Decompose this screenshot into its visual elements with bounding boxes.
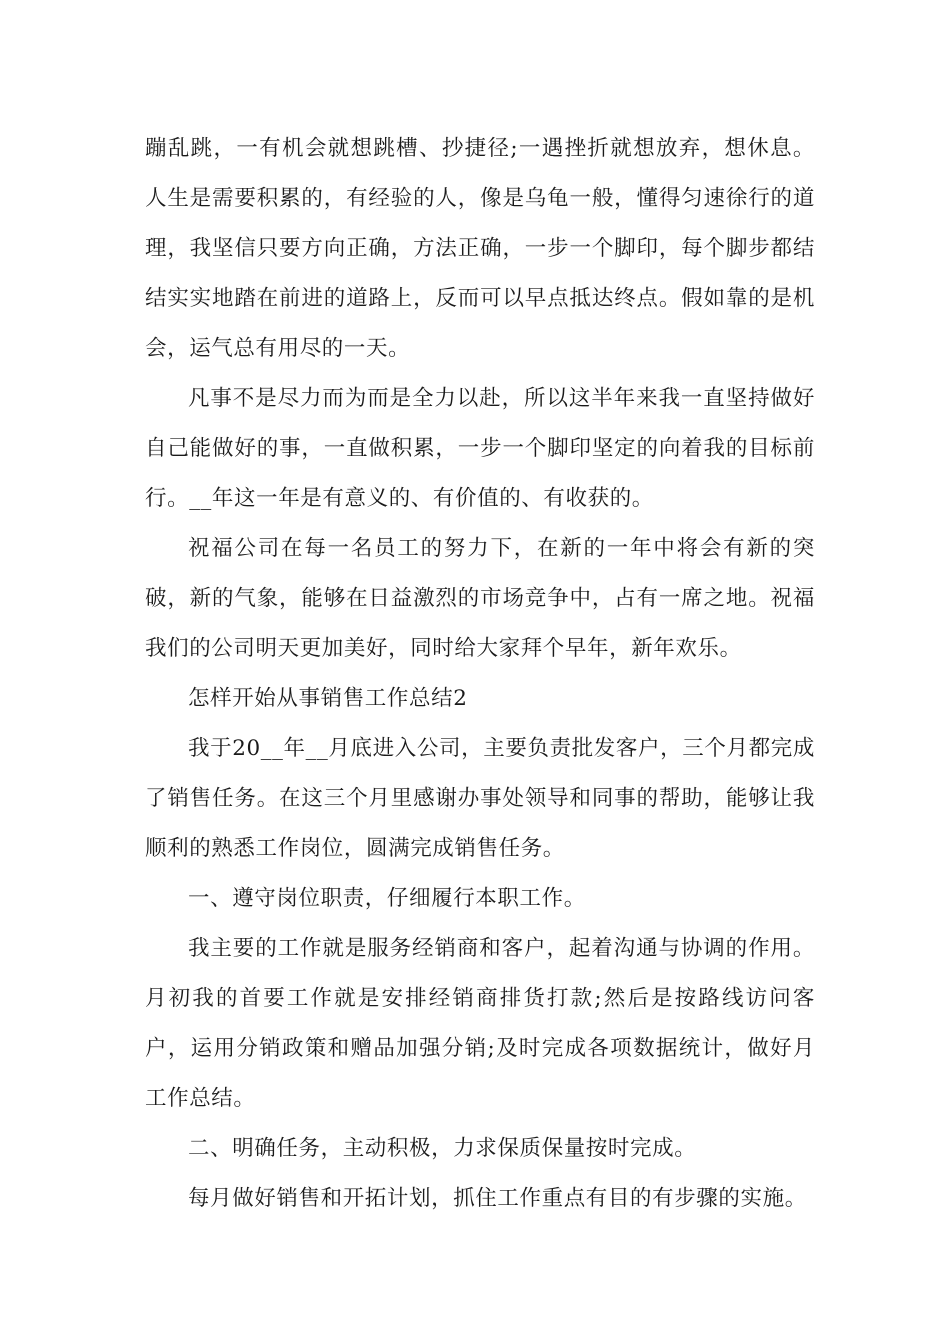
paragraph-effort: 凡事不是尽力而为而是全力以赴，所以这半年来我一直坚持做好自己能做好的事，一直做积累，一步一个脚印坚定的向着我的目标前行。__年这一年是有意义的、有价值的、有收获的。 <box>145 386 815 511</box>
paragraph-intro: 我于20__年__月底进入公司，主要负责批发客户，三个月都完成了销售任务。在这三个月里感谢办事处领导和同事的帮助，能够让我顺利的熟悉工作岗位，圆满完成销售任务。 <box>145 736 815 861</box>
paragraph-blessing: 祝福公司在每一名员工的努力下，在新的一年中将会有新的突破，新的气象，能够在日益激烈的市场竞争中，占有一席之地。祝福我们的公司明天更加美好，同时给大家拜个早年，新年欢乐。 <box>145 536 815 661</box>
document-body <box>145 124 815 1224</box>
section-title: 怎样开始从事销售工作总结2 <box>188 686 468 711</box>
paragraph-continuation: 蹦乱跳，一有机会就想跳槽、抄捷径;一遇挫折就想放弃，想休息。人生是需要积累的，有经验的人，像是乌龟一般，懂得匀速徐行的道理，我坚信只要方向正确，方法正确，一步一个脚印，每个脚步都结结实实地踏在前进的道路上，反而可以早点抵达终点。假如靠的是机会，运气总有用尽的一天。 <box>145 136 815 361</box>
paragraph-plan: 每月做好销售和开拓计划，抓住工作重点有目的有步骤的实施。 <box>188 1186 807 1211</box>
heading-point-one: 一、遵守岗位职责，仔细履行本职工作。 <box>188 886 586 911</box>
heading-point-two: 二、明确任务，主动积极，力求保质保量按时完成。 <box>188 1136 697 1161</box>
paragraph-duties: 我主要的工作就是服务经销商和客户，起着沟通与协调的作用。月初我的首要工作就是安排经销商排货打款;然后是按路线访问客户，运用分销政策和赠品加强分销;及时完成各项数据统计，做好月工作总结。 <box>145 936 815 1111</box>
